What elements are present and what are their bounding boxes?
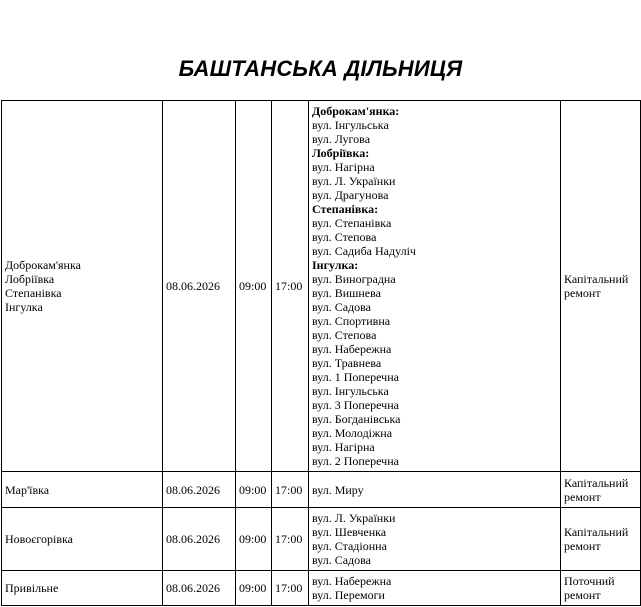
street-name: вул. Травнева [312,356,382,370]
street-name: вул. Вишнева [312,286,381,300]
street-name: вул. Л. Українки [312,511,396,525]
date-cell: 08.06.2026 [163,101,236,472]
street-name: вул. Молодіжна [312,426,393,440]
street-name: вул. Степова [312,230,377,244]
work-type-cell [561,101,641,472]
settlement-name: Мар'ївка [5,482,50,497]
streets-cell [309,101,561,472]
street-name: вул. Шевченка [312,525,387,539]
street-name: вул. Інгульська [312,384,389,398]
work-type-text: ремонт [564,286,601,300]
work-type-text: ремонт [564,539,601,553]
street-name: вул. Степанівка [312,216,392,230]
work-type-text: Капітальний [564,272,629,286]
street-name: вул. Нагірна [312,160,375,174]
settlement-name: Інгулка [5,300,43,314]
end-time-cell: 17:00 [272,571,309,606]
start-time-cell: 09:00 [236,472,272,508]
date-cell: 08.06.2026 [163,472,236,508]
settlements-cell [2,508,163,571]
date-cell: 08.06.2026 [163,571,236,606]
settlements-cell [2,472,163,508]
street-name: вул. Лугова [312,132,371,146]
settlements-cell [2,571,163,606]
street-name: вул. Садова [312,553,371,567]
work-type-text: Капітальний [564,475,629,490]
work-type-cell [561,508,641,571]
street-name: вул. Спортивна [312,314,391,328]
street-name: вул. 1 Поперечна [312,370,399,384]
settlement-name: Новоєгорівка [5,532,73,546]
street-name: вул. Стадіонна [312,539,387,553]
table-row [2,508,641,571]
street-name: вул. Л. Українки [312,174,396,188]
settlement-name: Доброкам'янка [5,258,81,272]
work-type-text: Капітальний [564,525,629,539]
streets-cell [309,571,561,606]
work-type-cell [561,472,641,508]
start-time-cell: 09:00 [236,101,272,472]
street-name: вул. Богданівська [312,412,401,426]
settlement-name: Степанівка [5,286,62,300]
end-time-cell: 17:00 [272,472,309,508]
streets-cell [309,508,561,571]
street-name: вул. 2 Поперечна [312,454,399,468]
start-time-cell: 09:00 [236,571,272,606]
street-name: вул. Миру [312,482,364,497]
table-row [2,472,641,508]
date-cell: 08.06.2026 [163,508,236,571]
street-name: вул. Садиба Надуліч [312,244,416,258]
table-row [2,571,641,606]
street-name: вул. Перемоги [312,588,385,602]
street-name: вул. Набережна [312,342,392,356]
work-type-text: Поточний [564,574,615,588]
work-type-cell [561,571,641,606]
streets-cell [309,472,561,508]
village-heading: Лобріївка: [312,146,370,160]
table-row [2,101,641,472]
street-name: вул. Виноградна [312,272,396,286]
street-name: вул. Степова [312,328,377,342]
street-name: вул. Набережна [312,574,392,588]
table-body [2,101,641,606]
street-name: вул. Драгунова [312,188,389,202]
page-title: БАШТАНСЬКА ДІЛЬНИЦЯ [178,56,463,81]
street-name: вул. Інгульська [312,118,389,132]
settlement-name: Лобріївка [5,272,55,286]
street-name: вул. Нагірна [312,440,375,454]
street-name: вул. 3 Поперечна [312,398,399,412]
end-time-cell: 17:00 [272,101,309,472]
settlements-cell [2,101,163,472]
start-time-cell: 09:00 [236,508,272,571]
work-type-text: ремонт [564,489,601,504]
village-heading: Доброкам'янка: [312,104,400,118]
work-type-text: ремонт [564,588,601,602]
street-name: вул. Садова [312,300,371,314]
village-heading: Степанівка: [312,202,379,216]
settlement-name: Привільне [5,581,59,595]
end-time-cell: 17:00 [272,508,309,571]
outage-schedule-table [1,100,641,606]
village-heading: Інгулка: [312,258,359,272]
